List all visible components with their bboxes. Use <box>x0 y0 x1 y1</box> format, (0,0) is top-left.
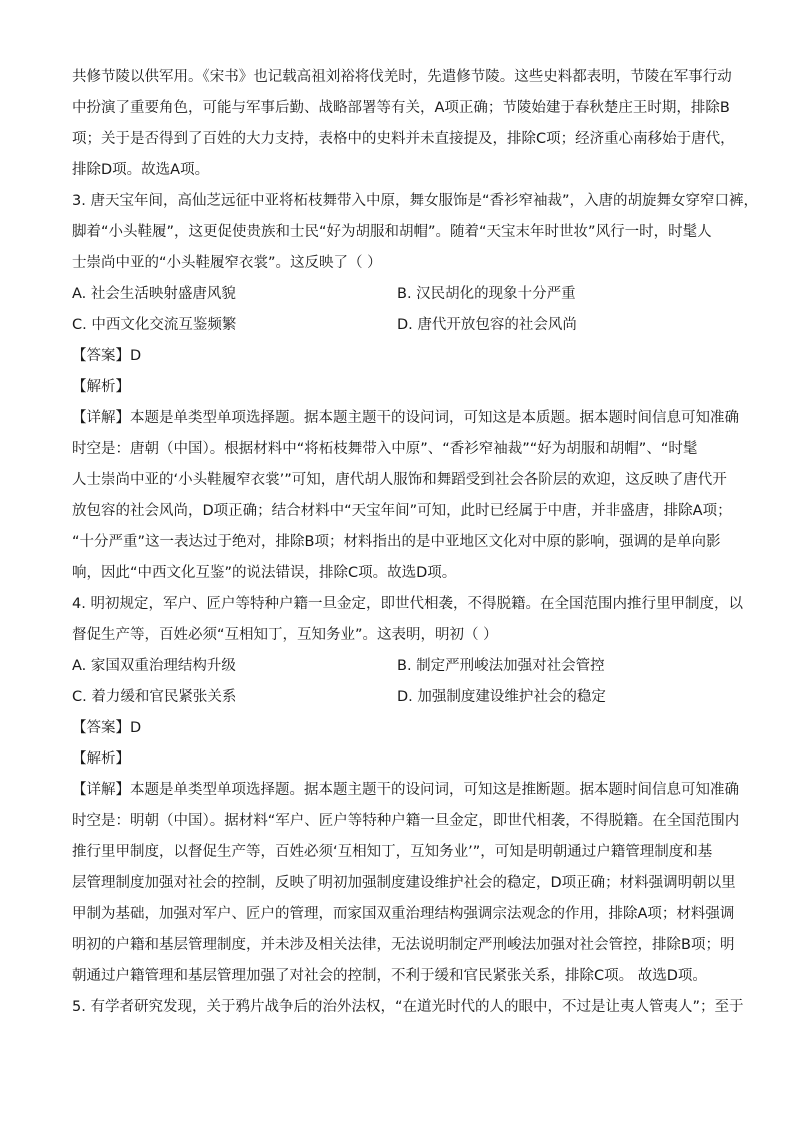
question-stem-line: 3. 唐天宝年间，高仙芝远征中亚将柘枝舞带入中原，舞女服饰是“香衫窄袖裁”，入唐的胡旋舞女穿窄口裤， <box>72 193 758 209</box>
detail-line: 【详解】本题是单类型单项选择题。据本题主题干的设问词，可知这是本质题。据本题时间信息可知准确 <box>72 410 739 426</box>
option-c: C. 中西文化交流互鉴频繁 <box>72 317 237 333</box>
analysis-label: 【解析】 <box>72 751 130 767</box>
question-stem-line: 士崇尚中亚的“小头鞋履窄衣裳”。这反映了（ ） <box>72 255 382 271</box>
options-row <box>72 682 726 713</box>
detail-line: “十分严重”这一表达过于绝对，排除B项；材料指出的是中亚地区文化对中原的影响，强调的是单向影 <box>72 534 721 550</box>
option-d: D. 唐代开放包容的社会风尚 <box>397 317 577 333</box>
detail-line: 响，因此“中西文化互鉴”的说法错误，排除C项。故选D项。 <box>72 565 457 581</box>
option-b: B. 制定严刑峻法加强对社会管控 <box>397 658 605 674</box>
answer-label: 【答案】D <box>72 720 142 736</box>
detail-line: 朝通过户籍管理和基层管理加强了对社会的控制，不利于缓和官民紧张关系，排除C项。 故选D项。 <box>72 968 707 984</box>
detail-line: 推行里甲制度，以督促生产等，百姓必须‘互相知丁，互知务业’”，可知是明朝通过户籍管理制度和基 <box>72 844 713 860</box>
option-a: A. 社会生活映射盛唐风貌 <box>72 286 236 302</box>
options-row <box>72 310 726 341</box>
text-line: 项；关于是否得到了百姓的大力支持，表格中的史料并未直接提及，排除C项；经济重心南移始于唐代， <box>72 131 735 147</box>
question-stem-line: 4. 明初规定，军户、匠户等特种户籍一旦金定，即世代相袭，不得脱籍。在全国范围内推行里甲制度，以 <box>72 596 743 612</box>
options-row <box>72 651 726 682</box>
detail-line: 【详解】本题是单类型单项选择题。据本题主题干的设问词，可知这是推断题。据本题时间信息可知准确 <box>72 782 739 798</box>
text-line: 排除D项。故选A项。 <box>72 162 210 178</box>
option-b: B. 汉民胡化的现象十分严重 <box>397 286 576 302</box>
detail-line: 层管理制度加强对社会的控制，反映了明初加强制度建设维护社会的稳定，D项正确；材料强调明朝以里 <box>72 875 736 891</box>
page-content <box>72 62 758 1023</box>
question-stem-line: 5. 有学者研究发现，关于鸦片战争后的治外法权，“在道光时代的人的眼中，不过是让夷人管夷人”；至于 <box>72 999 744 1015</box>
detail-line: 甲制为基础，加强对军户、匠户的管理，而家国双重治理结构强调宗法观念的作用，排除A项；材料强调 <box>72 906 735 922</box>
detail-line: 放包容的社会风尚，D项正确；结合材料中“天宝年间”可知，此时已经属于中唐，并非盛唐，排除A项； <box>72 503 732 519</box>
analysis-label: 【解析】 <box>72 379 130 395</box>
detail-line: 人士崇尚中亚的‘小头鞋履窄衣裳’”可知，唐代胡人服饰和舞蹈受到社会各阶层的欢迎，这反映了唐代开 <box>72 472 727 488</box>
options-row <box>72 279 726 310</box>
text-line: 共修节陵以供军用。《宋书》也记载高祖刘裕将伐羌时，先遣修节陵。这些史料都表明，节陵在军事行动 <box>72 69 732 85</box>
question-5 <box>72 992 744 1023</box>
question-4 <box>72 589 743 992</box>
detail-line: 明初的户籍和基层管理制度，并未涉及相关法律，无法说明制定严刑峻法加强对社会管控，排除B项；明 <box>72 937 735 953</box>
question-stem-line: 督促生产等，百姓必须“互相知丁，互知务业”。这表明，明初（ ） <box>72 627 498 643</box>
answer-label: 【答案】D <box>72 348 142 364</box>
detail-line: 时空是：唐朝（中国）。根据材料中“将柘枝舞带入中原”、“香衫窄袖裁”“好为胡服和胡帽”、“时髦 <box>72 441 698 457</box>
text-line: 中扮演了重要角色，可能与军事后勤、战略部署等有关，A项正确；节陵始建于春秋楚庄王时期，排除B <box>72 100 730 116</box>
option-c: C. 着力缓和官民紧张关系 <box>72 689 237 705</box>
question-stem-line: 脚着“小头鞋履”，这更促使贵族和士民“好为胡服和胡帽”。随着“天宝末年时世妆”风行一时，时髦人 <box>72 224 712 240</box>
q2-analysis-continuation <box>72 62 735 186</box>
detail-line: 时空是：明朝（中国）。据材料“军户、匠户等特种户籍一旦金定，即世代相袭，不得脱籍。在全国范围内 <box>72 813 740 829</box>
question-3 <box>72 186 758 589</box>
option-d: D. 加强制度建设维护社会的稳定 <box>397 689 606 705</box>
option-a: A. 家国双重治理结构升级 <box>72 658 236 674</box>
